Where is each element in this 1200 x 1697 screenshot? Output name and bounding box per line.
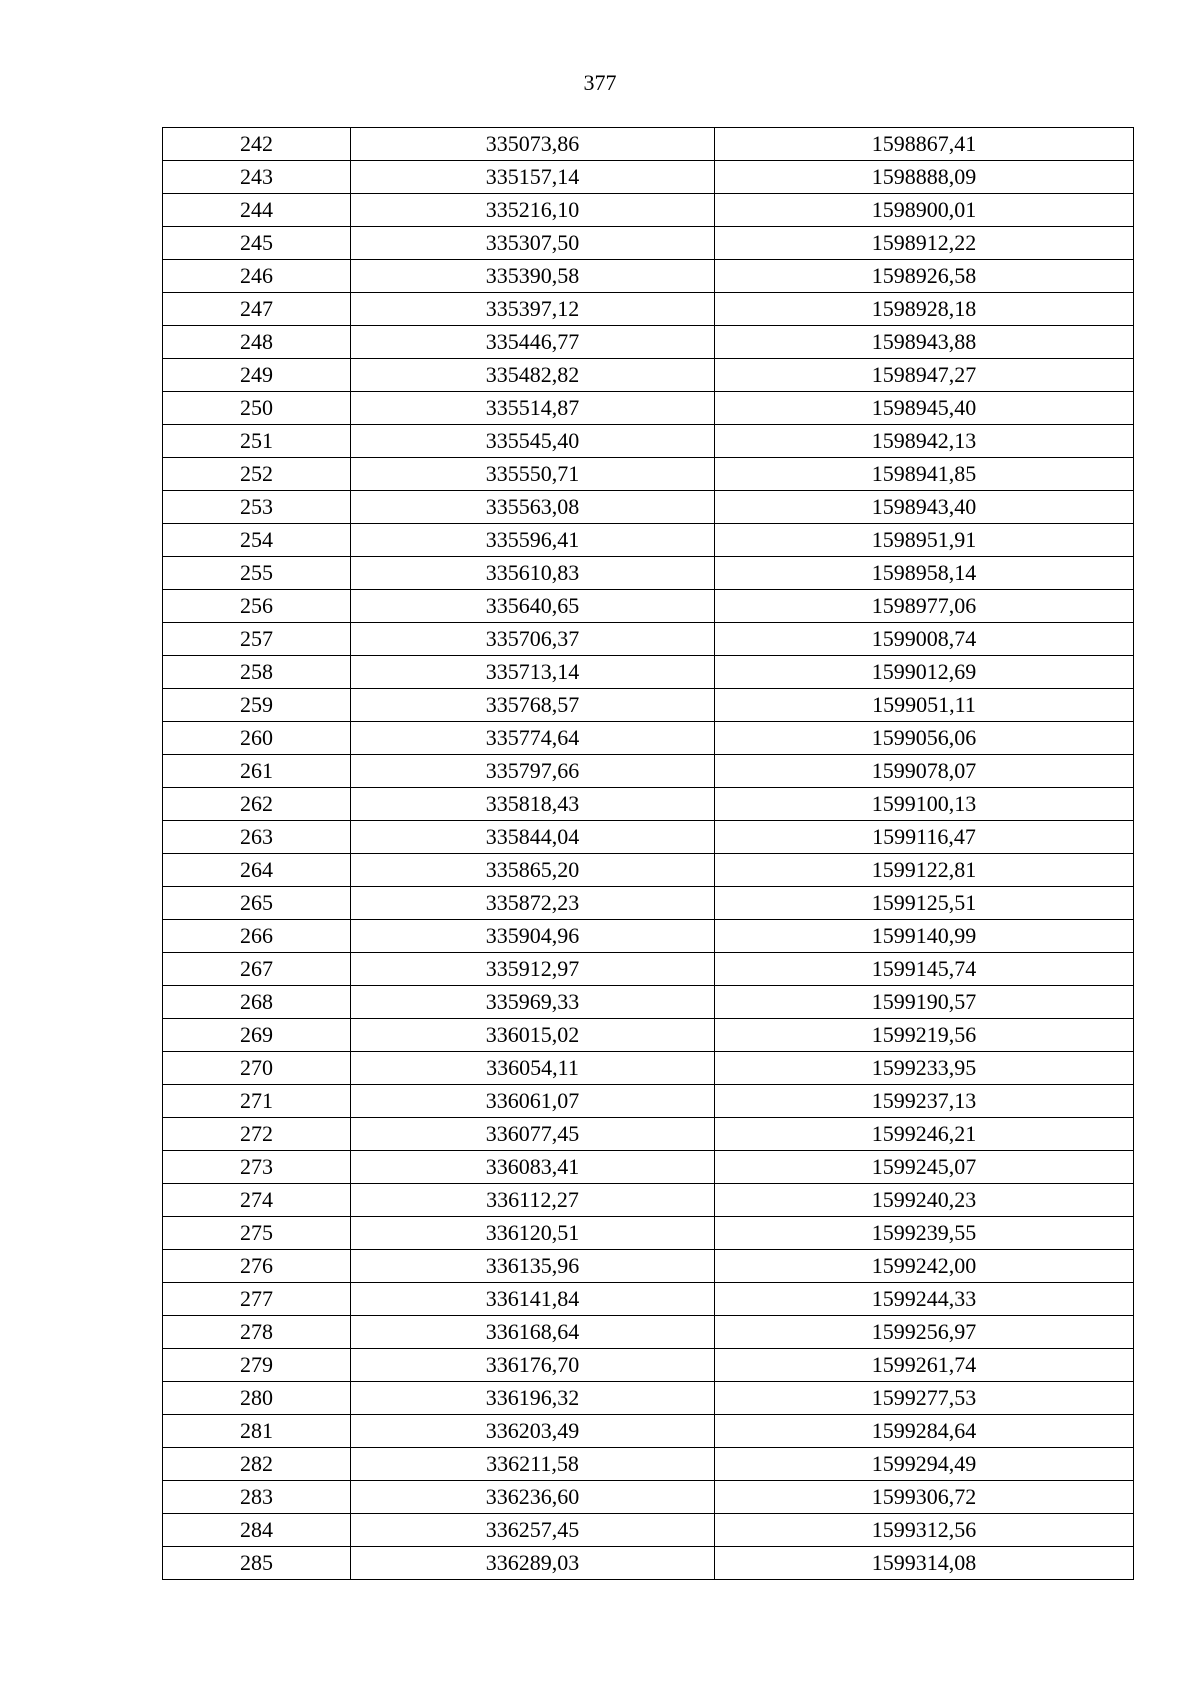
y-coordinate-cell: 1598928,18 — [715, 293, 1134, 326]
point-number-cell: 253 — [163, 491, 351, 524]
point-number-cell: 266 — [163, 920, 351, 953]
point-number-cell: 251 — [163, 425, 351, 458]
x-coordinate-cell: 336112,27 — [351, 1184, 715, 1217]
table-row — [163, 1382, 1134, 1415]
point-number-cell: 284 — [163, 1514, 351, 1547]
y-coordinate-cell: 1598945,40 — [715, 392, 1134, 425]
point-number-cell: 277 — [163, 1283, 351, 1316]
table-row — [163, 1283, 1134, 1316]
point-number-cell: 285 — [163, 1547, 351, 1580]
y-coordinate-cell: 1599240,23 — [715, 1184, 1134, 1217]
table-row — [163, 1118, 1134, 1151]
x-coordinate-cell: 336203,49 — [351, 1415, 715, 1448]
table-row — [163, 1514, 1134, 1547]
point-number-cell: 274 — [163, 1184, 351, 1217]
table-row — [163, 722, 1134, 755]
y-coordinate-cell: 1599140,99 — [715, 920, 1134, 953]
point-number-cell: 246 — [163, 260, 351, 293]
y-coordinate-cell: 1598947,27 — [715, 359, 1134, 392]
point-number-cell: 243 — [163, 161, 351, 194]
y-coordinate-cell: 1598941,85 — [715, 458, 1134, 491]
y-coordinate-cell: 1599219,56 — [715, 1019, 1134, 1052]
point-number-cell: 244 — [163, 194, 351, 227]
x-coordinate-cell: 335844,04 — [351, 821, 715, 854]
y-coordinate-cell: 1598912,22 — [715, 227, 1134, 260]
table-row — [163, 986, 1134, 1019]
y-coordinate-cell: 1599246,21 — [715, 1118, 1134, 1151]
x-coordinate-cell: 335774,64 — [351, 722, 715, 755]
point-number-cell: 258 — [163, 656, 351, 689]
y-coordinate-cell: 1599122,81 — [715, 854, 1134, 887]
x-coordinate-cell: 335640,65 — [351, 590, 715, 623]
table-row — [163, 392, 1134, 425]
x-coordinate-cell: 335768,57 — [351, 689, 715, 722]
point-number-cell: 265 — [163, 887, 351, 920]
point-number-cell: 276 — [163, 1250, 351, 1283]
x-coordinate-cell: 335610,83 — [351, 557, 715, 590]
y-coordinate-cell: 1599244,33 — [715, 1283, 1134, 1316]
point-number-cell: 245 — [163, 227, 351, 260]
y-coordinate-cell: 1599256,97 — [715, 1316, 1134, 1349]
table-row — [163, 1085, 1134, 1118]
table-row — [163, 953, 1134, 986]
table-row — [163, 689, 1134, 722]
y-coordinate-cell: 1599078,07 — [715, 755, 1134, 788]
x-coordinate-cell: 335912,97 — [351, 953, 715, 986]
x-coordinate-cell: 336077,45 — [351, 1118, 715, 1151]
y-coordinate-cell: 1599100,13 — [715, 788, 1134, 821]
table-row — [163, 359, 1134, 392]
x-coordinate-cell: 335397,12 — [351, 293, 715, 326]
table-row — [163, 854, 1134, 887]
y-coordinate-cell: 1598867,41 — [715, 128, 1134, 161]
y-coordinate-cell: 1598951,91 — [715, 524, 1134, 557]
table-row — [163, 887, 1134, 920]
y-coordinate-cell: 1598943,88 — [715, 326, 1134, 359]
coordinates-table-body — [163, 128, 1134, 1580]
table-row — [163, 260, 1134, 293]
x-coordinate-cell: 335216,10 — [351, 194, 715, 227]
y-coordinate-cell: 1599116,47 — [715, 821, 1134, 854]
point-number-cell: 268 — [163, 986, 351, 1019]
x-coordinate-cell: 335550,71 — [351, 458, 715, 491]
x-coordinate-cell: 335797,66 — [351, 755, 715, 788]
y-coordinate-cell: 1599245,07 — [715, 1151, 1134, 1184]
x-coordinate-cell: 335713,14 — [351, 656, 715, 689]
point-number-cell: 278 — [163, 1316, 351, 1349]
y-coordinate-cell: 1598888,09 — [715, 161, 1134, 194]
y-coordinate-cell: 1598958,14 — [715, 557, 1134, 590]
x-coordinate-cell: 336289,03 — [351, 1547, 715, 1580]
y-coordinate-cell: 1599145,74 — [715, 953, 1134, 986]
y-coordinate-cell: 1599233,95 — [715, 1052, 1134, 1085]
y-coordinate-cell: 1599012,69 — [715, 656, 1134, 689]
table-row — [163, 491, 1134, 524]
y-coordinate-cell: 1599284,64 — [715, 1415, 1134, 1448]
point-number-cell: 283 — [163, 1481, 351, 1514]
point-number-cell: 250 — [163, 392, 351, 425]
x-coordinate-cell: 335872,23 — [351, 887, 715, 920]
point-number-cell: 255 — [163, 557, 351, 590]
table-row — [163, 1349, 1134, 1382]
x-coordinate-cell: 336061,07 — [351, 1085, 715, 1118]
point-number-cell: 257 — [163, 623, 351, 656]
table-row — [163, 1019, 1134, 1052]
x-coordinate-cell: 335865,20 — [351, 854, 715, 887]
x-coordinate-cell: 335563,08 — [351, 491, 715, 524]
table-row — [163, 326, 1134, 359]
table-row — [163, 1415, 1134, 1448]
table-row — [163, 1448, 1134, 1481]
table-row — [163, 656, 1134, 689]
point-number-cell: 262 — [163, 788, 351, 821]
y-coordinate-cell: 1598942,13 — [715, 425, 1134, 458]
table-row — [163, 1547, 1134, 1580]
y-coordinate-cell: 1599190,57 — [715, 986, 1134, 1019]
x-coordinate-cell: 336015,02 — [351, 1019, 715, 1052]
x-coordinate-cell: 336054,11 — [351, 1052, 715, 1085]
x-coordinate-cell: 335904,96 — [351, 920, 715, 953]
table-row — [163, 458, 1134, 491]
y-coordinate-cell: 1599306,72 — [715, 1481, 1134, 1514]
y-coordinate-cell: 1599239,55 — [715, 1217, 1134, 1250]
point-number-cell: 248 — [163, 326, 351, 359]
x-coordinate-cell: 336168,64 — [351, 1316, 715, 1349]
x-coordinate-cell: 336196,32 — [351, 1382, 715, 1415]
table-row — [163, 920, 1134, 953]
point-number-cell: 269 — [163, 1019, 351, 1052]
x-coordinate-cell: 335157,14 — [351, 161, 715, 194]
y-coordinate-cell: 1598977,06 — [715, 590, 1134, 623]
x-coordinate-cell: 336211,58 — [351, 1448, 715, 1481]
point-number-cell: 271 — [163, 1085, 351, 1118]
table-row — [163, 524, 1134, 557]
table-row — [163, 425, 1134, 458]
x-coordinate-cell: 336135,96 — [351, 1250, 715, 1283]
table-row — [163, 1184, 1134, 1217]
y-coordinate-cell: 1598900,01 — [715, 194, 1134, 227]
y-coordinate-cell: 1598943,40 — [715, 491, 1134, 524]
table-row — [163, 623, 1134, 656]
point-number-cell: 254 — [163, 524, 351, 557]
x-coordinate-cell: 336083,41 — [351, 1151, 715, 1184]
table-row — [163, 293, 1134, 326]
x-coordinate-cell: 335307,50 — [351, 227, 715, 260]
x-coordinate-cell: 335514,87 — [351, 392, 715, 425]
x-coordinate-cell: 336236,60 — [351, 1481, 715, 1514]
table-row — [163, 788, 1134, 821]
point-number-cell: 252 — [163, 458, 351, 491]
y-coordinate-cell: 1599056,06 — [715, 722, 1134, 755]
point-number-cell: 247 — [163, 293, 351, 326]
point-number-cell: 281 — [163, 1415, 351, 1448]
x-coordinate-cell: 336120,51 — [351, 1217, 715, 1250]
point-number-cell: 282 — [163, 1448, 351, 1481]
x-coordinate-cell: 335596,41 — [351, 524, 715, 557]
x-coordinate-cell: 335706,37 — [351, 623, 715, 656]
y-coordinate-cell: 1599294,49 — [715, 1448, 1134, 1481]
table-row — [163, 1316, 1134, 1349]
y-coordinate-cell: 1599277,53 — [715, 1382, 1134, 1415]
x-coordinate-cell: 336176,70 — [351, 1349, 715, 1382]
table-row — [163, 755, 1134, 788]
point-number-cell: 279 — [163, 1349, 351, 1382]
table-row — [163, 161, 1134, 194]
table-row — [163, 194, 1134, 227]
point-number-cell: 261 — [163, 755, 351, 788]
point-number-cell: 242 — [163, 128, 351, 161]
x-coordinate-cell: 335482,82 — [351, 359, 715, 392]
coordinates-table — [162, 127, 1134, 1580]
x-coordinate-cell: 335818,43 — [351, 788, 715, 821]
y-coordinate-cell: 1599125,51 — [715, 887, 1134, 920]
y-coordinate-cell: 1599314,08 — [715, 1547, 1134, 1580]
x-coordinate-cell: 335969,33 — [351, 986, 715, 1019]
x-coordinate-cell: 335545,40 — [351, 425, 715, 458]
x-coordinate-cell: 335390,58 — [351, 260, 715, 293]
table-row — [163, 590, 1134, 623]
point-number-cell: 259 — [163, 689, 351, 722]
point-number-cell: 272 — [163, 1118, 351, 1151]
point-number-cell: 273 — [163, 1151, 351, 1184]
table-row — [163, 128, 1134, 161]
table-row — [163, 1250, 1134, 1283]
table-row — [163, 227, 1134, 260]
x-coordinate-cell: 336257,45 — [351, 1514, 715, 1547]
y-coordinate-cell: 1598926,58 — [715, 260, 1134, 293]
y-coordinate-cell: 1599008,74 — [715, 623, 1134, 656]
y-coordinate-cell: 1599242,00 — [715, 1250, 1134, 1283]
table-row — [163, 1217, 1134, 1250]
y-coordinate-cell: 1599237,13 — [715, 1085, 1134, 1118]
x-coordinate-cell: 335073,86 — [351, 128, 715, 161]
x-coordinate-cell: 336141,84 — [351, 1283, 715, 1316]
point-number-cell: 249 — [163, 359, 351, 392]
point-number-cell: 280 — [163, 1382, 351, 1415]
table-row — [163, 821, 1134, 854]
y-coordinate-cell: 1599312,56 — [715, 1514, 1134, 1547]
table-row — [163, 1151, 1134, 1184]
point-number-cell: 267 — [163, 953, 351, 986]
x-coordinate-cell: 335446,77 — [351, 326, 715, 359]
table-row — [163, 1052, 1134, 1085]
point-number-cell: 263 — [163, 821, 351, 854]
point-number-cell: 270 — [163, 1052, 351, 1085]
page-number: 377 — [583, 70, 617, 95]
y-coordinate-cell: 1599261,74 — [715, 1349, 1134, 1382]
table-row — [163, 1481, 1134, 1514]
point-number-cell: 256 — [163, 590, 351, 623]
point-number-cell: 260 — [163, 722, 351, 755]
point-number-cell: 264 — [163, 854, 351, 887]
table-row — [163, 557, 1134, 590]
point-number-cell: 275 — [163, 1217, 351, 1250]
y-coordinate-cell: 1599051,11 — [715, 689, 1134, 722]
